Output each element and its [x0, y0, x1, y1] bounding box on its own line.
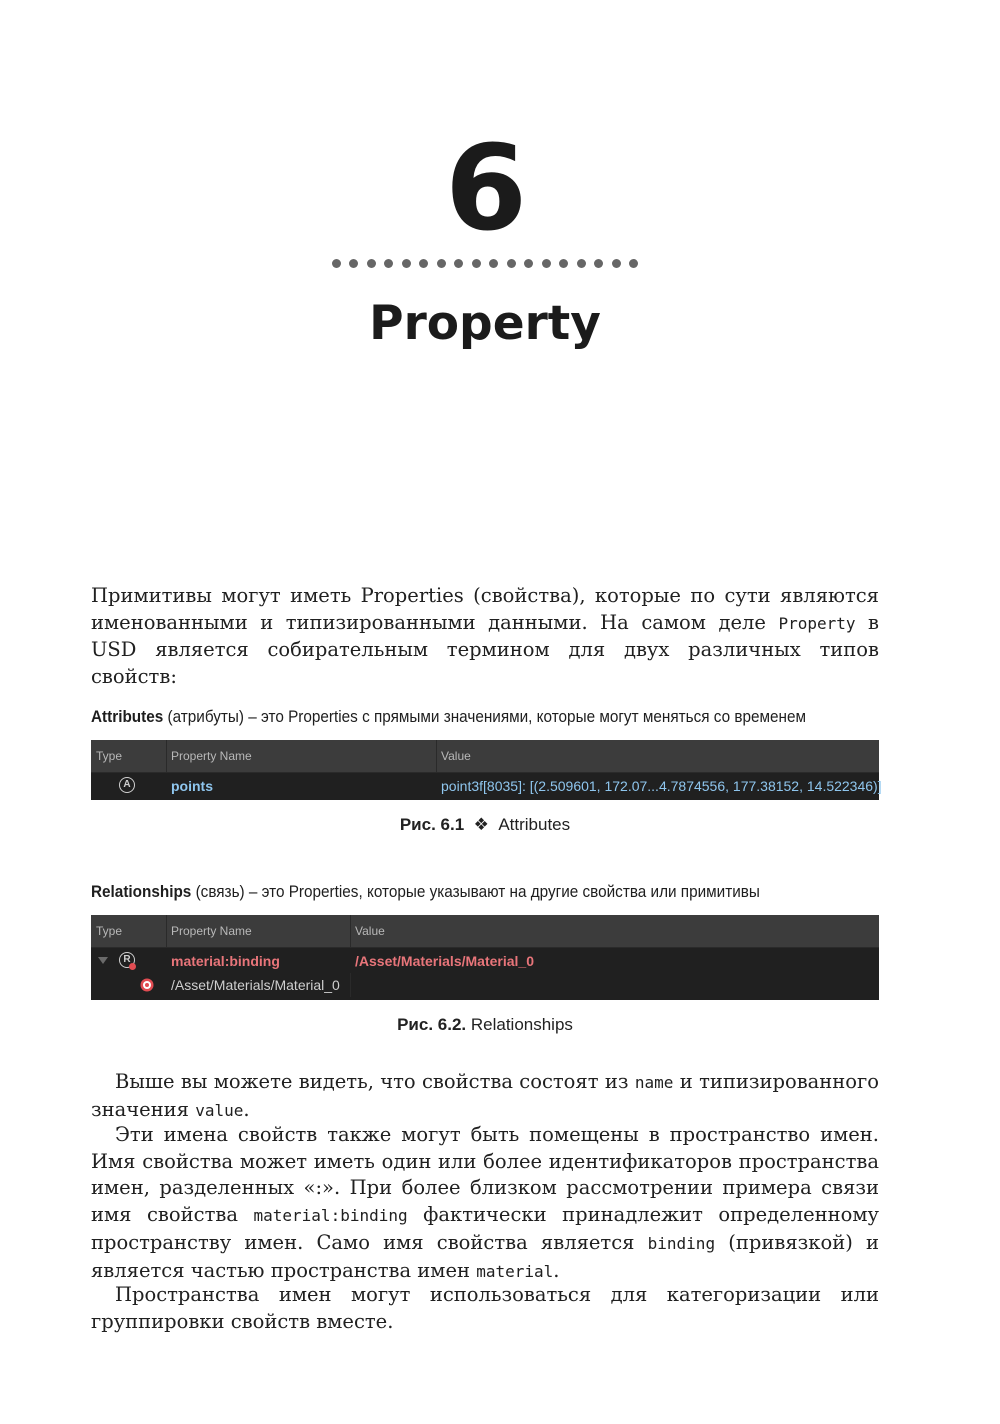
intro-paragraph: Примитивы могут иметь Properties (свойства), которые по сути являются именованными и типизированными данными. На самом деле Property в USD является собирательным термином для двух различных типов свойств: [91, 584, 879, 689]
relationships-table-header [91, 915, 879, 948]
expand-triangle-icon[interactable] [98, 957, 108, 965]
chapter-divider [332, 257, 638, 269]
relationship-badge-icon [129, 963, 136, 970]
attribute-name: points [171, 778, 213, 794]
attribute-row-points[interactable] [91, 773, 882, 798]
column-property-name[interactable]: Property Name [171, 749, 252, 763]
relationship-value: /Asset/Materials/Material_0 [355, 953, 534, 969]
relationships-panel [91, 915, 879, 1000]
chapter-number: 6 [444, 119, 526, 257]
caption-separator-icon: ❖ [473, 815, 489, 834]
target-icon [140, 978, 154, 992]
column-property-name[interactable]: Property Name [171, 924, 252, 938]
relationship-target-row[interactable] [91, 973, 879, 997]
attribute-type-icon: A [119, 777, 135, 793]
column-value[interactable]: Value [355, 924, 385, 938]
attributes-heading: Attributes (атрибуты) – это Properties с прямыми значениями, которые могут меняться со временем [91, 707, 807, 726]
chapter-title: Property [369, 296, 601, 351]
figure-caption-6-1: Рис. 6.1 ❖ Attributes [399, 815, 571, 834]
column-value[interactable]: Value [441, 749, 471, 763]
relationship-row-material-binding[interactable] [91, 948, 879, 973]
figure-caption-6-2: Рис. 6.2. Relationships [397, 1015, 573, 1034]
attribute-value: point3f[8035]: [(2.509601, 172.07...4.7874556, 177.38152, 14.522346)] [441, 778, 882, 794]
column-type[interactable]: Type [96, 924, 123, 938]
column-type[interactable]: Type [96, 749, 123, 763]
body-paragraph-2: Эти имена свойств также могут быть помещены в пространство имен. Имя свойства может иметь один или более идентификаторов пространства имен, разделенных «:». При более близком рассмотрении примера связи имя свойства material:binding фактически принадлежит определенному пространству имен. Само имя свойства является binding (привязкой) и является частью пространства имен material. [91, 1123, 880, 1282]
relationship-target-path: /Asset/Materials/Material_0 [171, 977, 340, 993]
body-paragraph-1: Выше вы можете видеть, что свойства состоят из name и типизированного значения value. [91, 1070, 879, 1121]
attributes-panel [91, 740, 882, 800]
body-paragraph-3: Пространства имен могут использоваться для категоризации или группировки свойств вместе. [91, 1283, 879, 1333]
attributes-table-header [91, 740, 879, 773]
relationship-type-icon: R [119, 952, 135, 968]
relationship-name: material:binding [171, 953, 280, 969]
relationships-heading: Relationships (связь) – это Properties, которые указывают на другие свойства или примитивы [91, 882, 760, 901]
